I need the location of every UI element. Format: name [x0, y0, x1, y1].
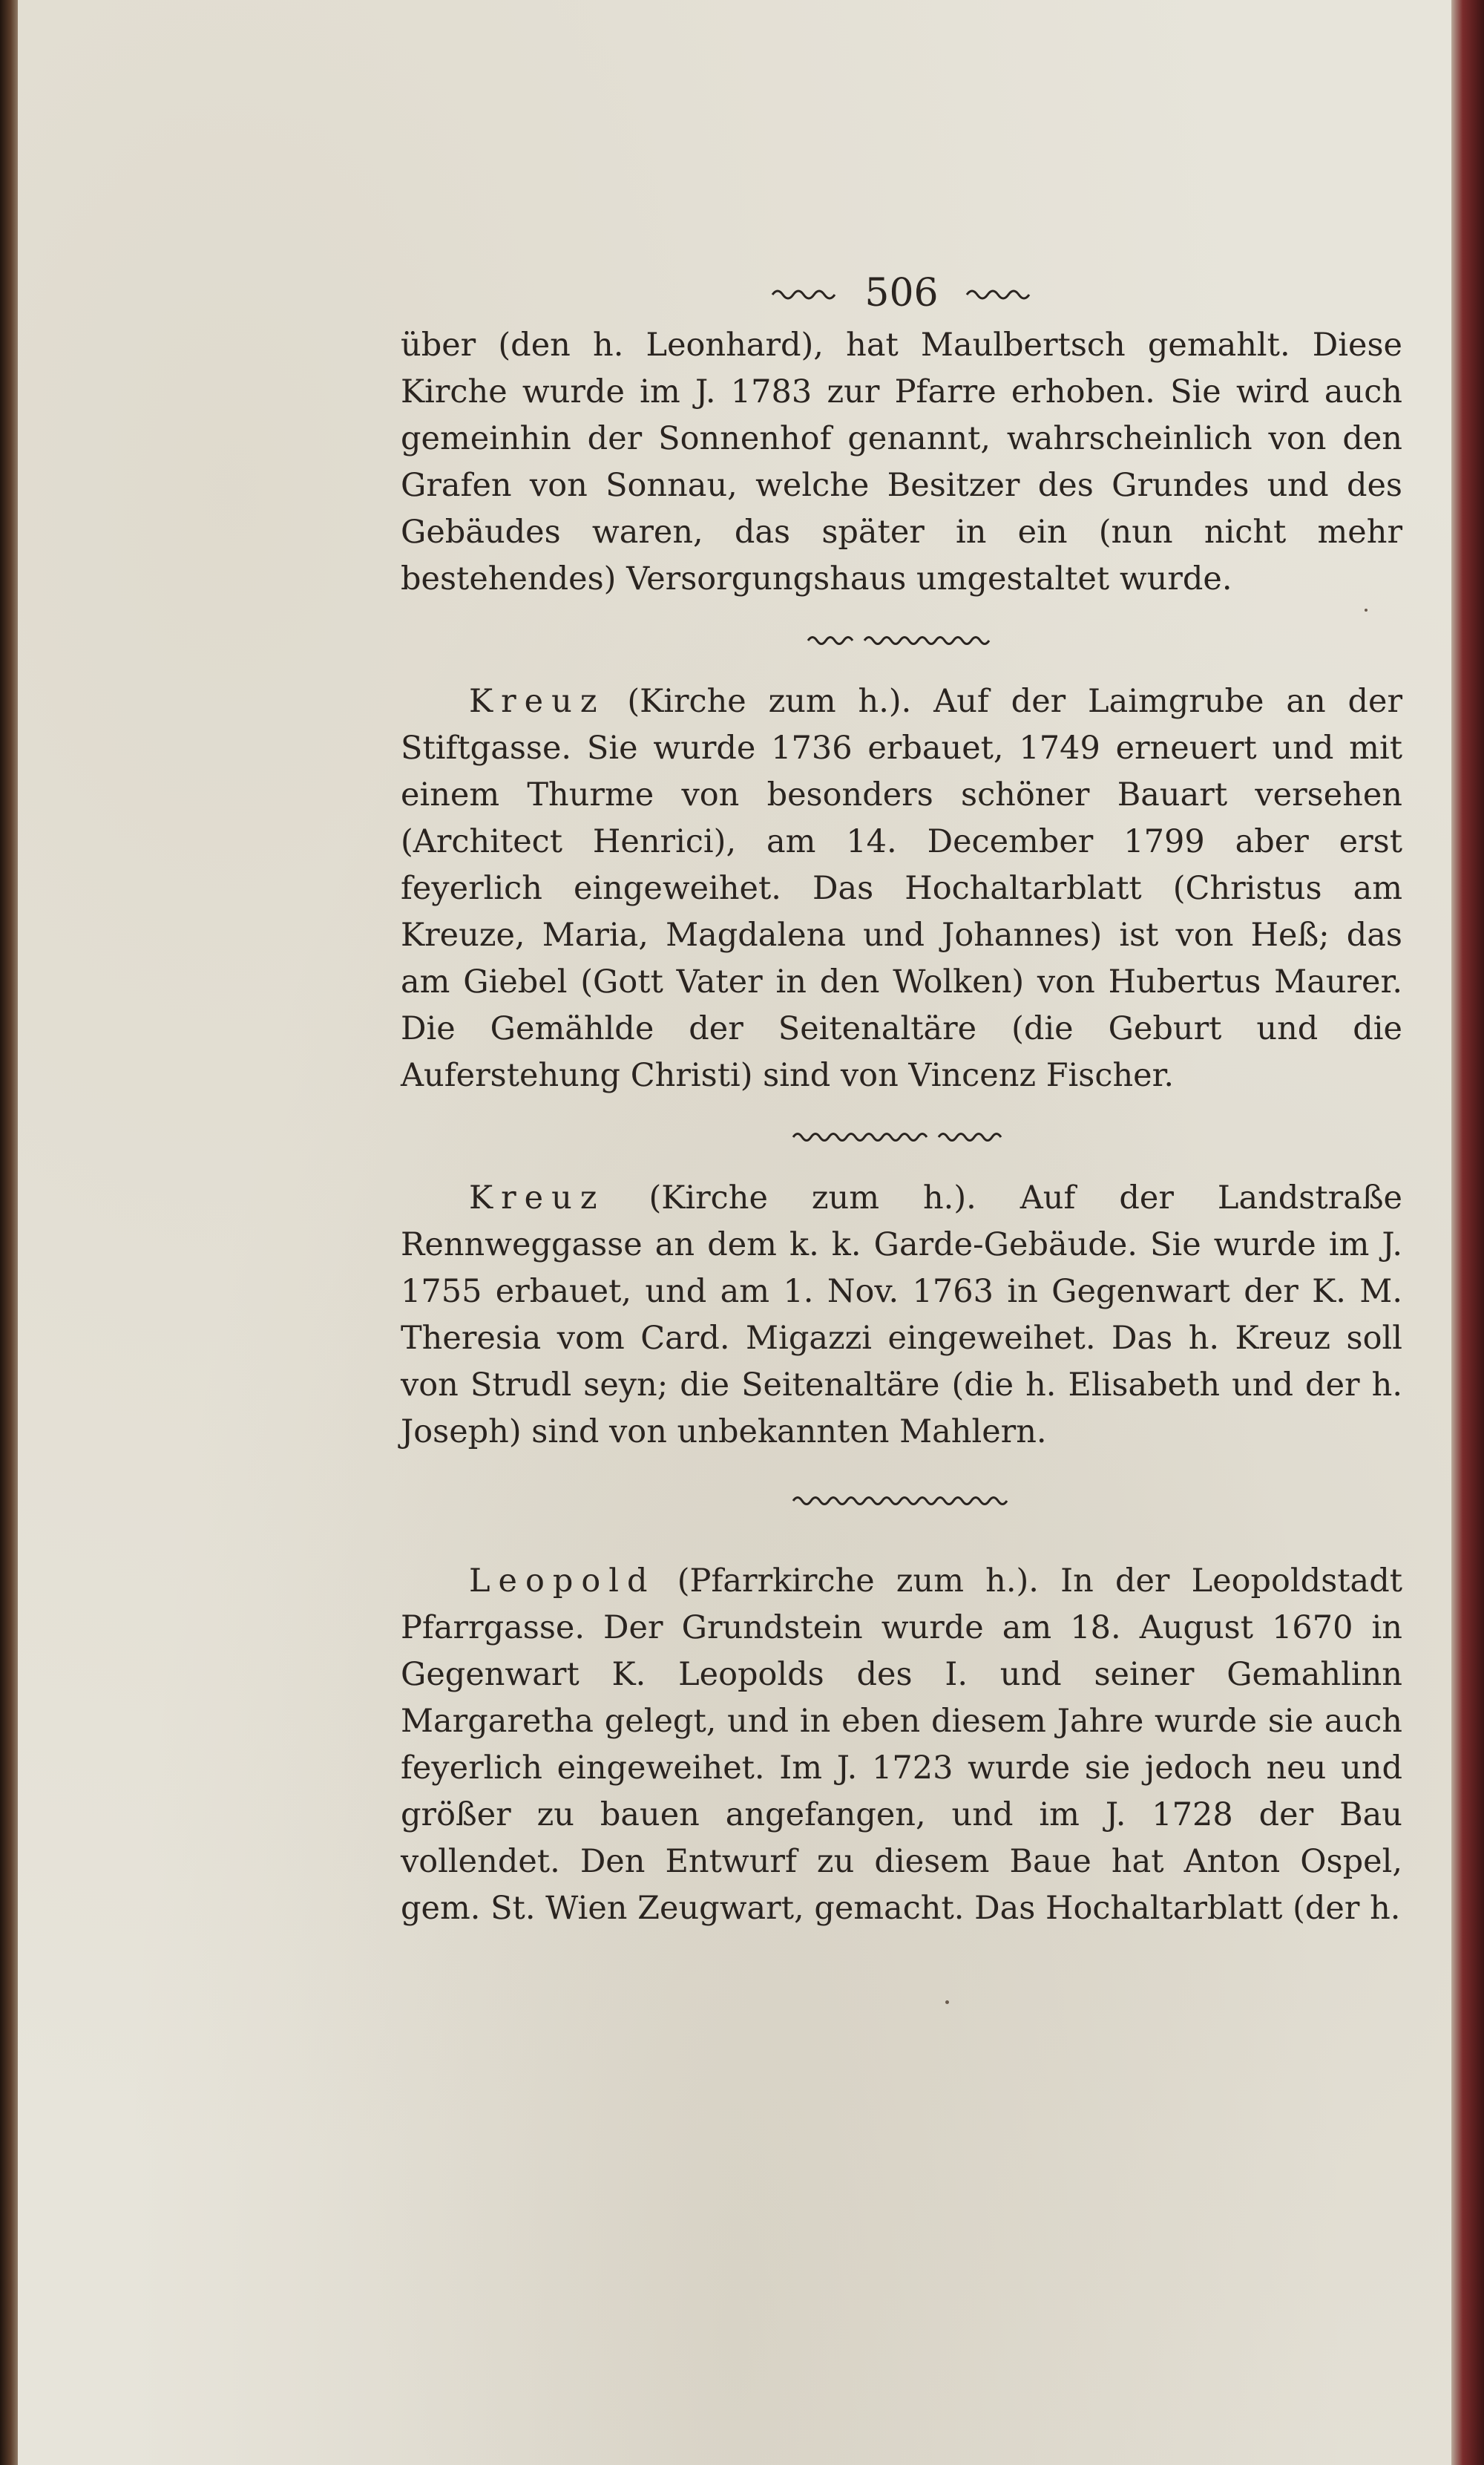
book-spine-shadow — [0, 0, 18, 2465]
book-cover-edge — [1451, 0, 1484, 2465]
entry-heading: Leopold — [469, 1562, 656, 1600]
ink-speck — [945, 2000, 949, 2004]
section-separator — [401, 1110, 1402, 1162]
entry-kreuz-landstrasse — [401, 1175, 1402, 1456]
entry-text: (Kirche zum h.). Auf der Laimgrube an der Stiftgasse. Sie wurde 1736 erbauet, 1749 erneuert und mit einem Thurme von besonders schöner Bauart versehen (Architect Henrici), am 14. December 1799 aber erst feyerlich eingeweihet. Das Hochaltarblatt (Christus am Kreuze, Maria, Magdalena und Johannes) ist von Heß; das am Giebel (Gott Vater in den Wolken) von Hubertus Maurer. Die Gemählde der Seitenaltäre (die Geburt und die Auferstehung Christi) sind von Vincenz Fischer. — [401, 683, 1403, 1094]
entry-text: (Kirche zum h.). Auf der Landstraße Rennweggasse an dem k. k. Garde-Gebäude. Sie wurde im J. 1755 erbauet, und am 1. Nov. 1763 in Gegenwart der K. M. Theresia vom Card. Migazzi eingeweihet. Das h. Kreuz soll von Strudl seyn; die Seitenaltäre (die h. Elisabeth und der h. Joseph) sind von unbekannten Mahlern. — [401, 1179, 1403, 1450]
entry-heading: Kreuz — [469, 1179, 605, 1217]
separator-ornament-icon — [805, 630, 998, 648]
entry-heading: Kreuz — [469, 683, 605, 720]
entry-continuation — [401, 322, 1402, 603]
entry-text: (Pfarrkirche zum h.). In der Leopoldstadt Pfarrgasse. Der Grundstein wurde am 18. August 1670 in Gegenwart K. Leopolds des I. und seiner Gemahlinn Margaretha gelegt, und in eben diesem Jahre wurde sie auch feyerlich eingeweihet. Im J. 1723 wurde sie jedoch neu und größer zu bauen angefangen, und im J. 1728 der Bau vollendet. Den Entwurf zu diesem Baue hat Anton Ospel, gem. St. Wien Zeugwart, gemacht. Das Hochaltarblatt (der h. — [401, 1562, 1402, 1927]
ornament-wave-icon — [965, 286, 1032, 301]
entry-kreuz-laimgrube — [401, 678, 1402, 1099]
page-number: 506 — [864, 271, 939, 315]
section-separator — [401, 613, 1402, 665]
entry-leopold — [401, 1558, 1402, 1932]
section-separator — [401, 1473, 1402, 1525]
entry-text: über (den h. Leonhard), hat Maulbertsch gemahlt. Diese Kirche wurde im J. 1783 zur Pfarre erhoben. Sie wird auch gemeinhin der Sonnenhof genannt, wahrscheinlich von den Grafen von Sonnau, welche Besitzer des Grundes und des Gebäudes waren, das später in ein (nun nicht mehr bestehendes) Versorgungshaus umgestaltet wurde. — [401, 327, 1402, 598]
ornament-wave-icon — [771, 286, 838, 301]
separator-ornament-icon — [790, 1490, 1013, 1508]
separator-ornament-icon — [790, 1127, 1013, 1145]
page-header — [401, 267, 1402, 319]
page-text — [401, 267, 1402, 1932]
